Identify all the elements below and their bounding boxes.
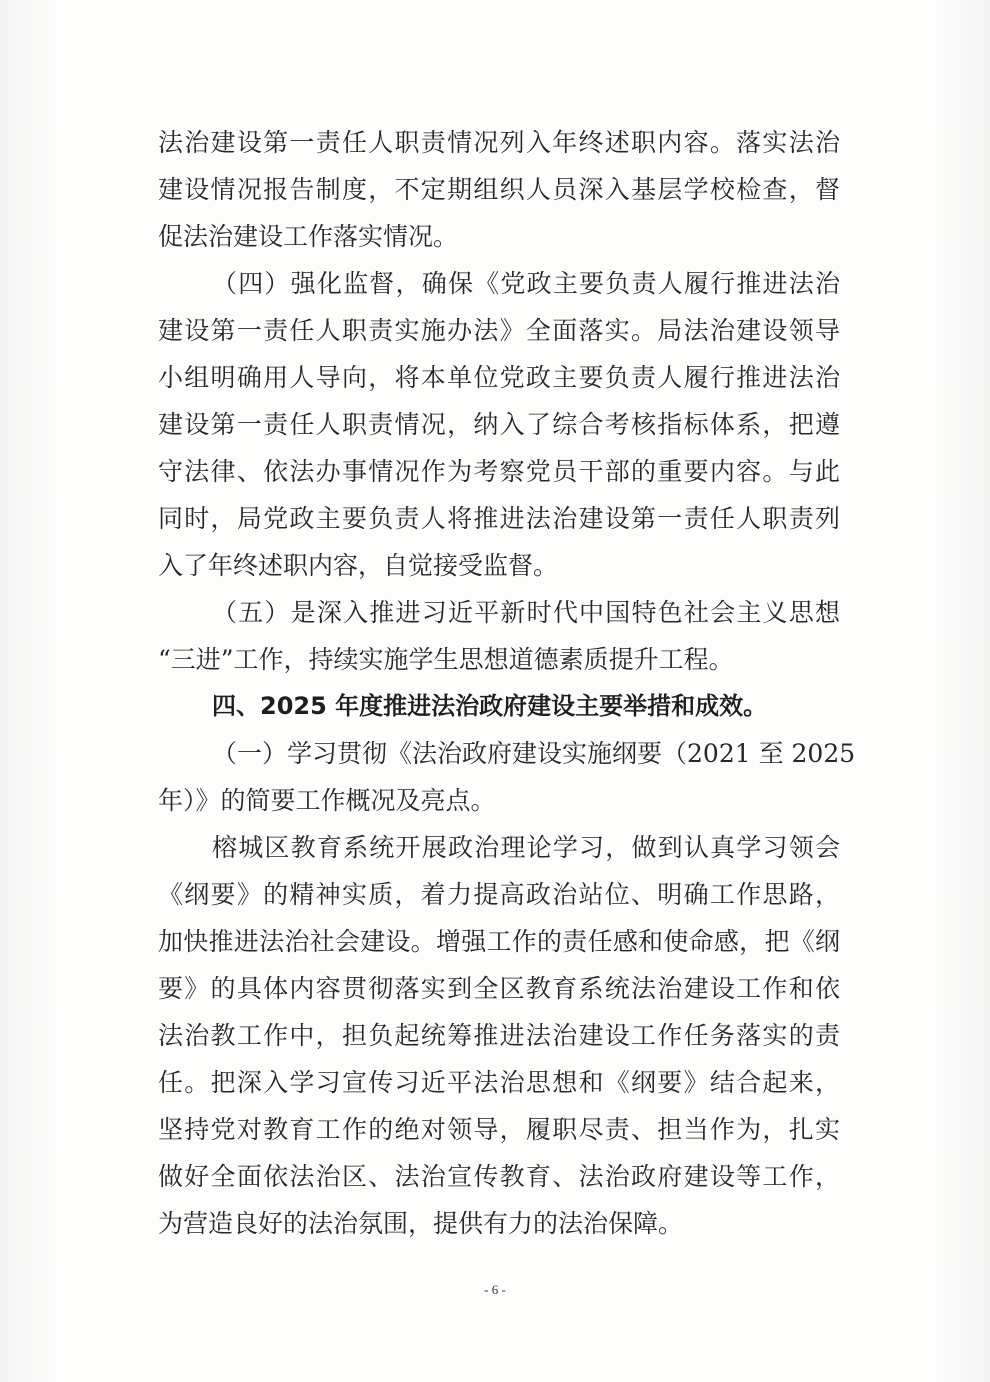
section-heading — [158, 683, 840, 730]
text-line: 《纲要》的精神实质，着力提高政治站位、明确工作思路， — [158, 880, 840, 909]
text-line: 促法治建设工作落实情况。 — [158, 222, 459, 251]
text-line: 入了年终述职内容，自觉接受监督。 — [158, 551, 559, 580]
scan-shadow-left — [0, 0, 60, 1382]
text-line: 小组明确用人导向，将本单位党政主要负责人履行推进法治 — [158, 363, 840, 392]
text-line: 坚持党对教育工作的绝对领导，履职尽责、担当作为，扎实 — [158, 1115, 840, 1144]
text-line: 法治建设第一责任人职责情况列入年终述职内容。落实法治 — [158, 128, 840, 157]
text-line: 法治教工作中，担负起统筹推进法治建设工作任务落实的责 — [158, 1021, 840, 1050]
paragraph-rongcheng-education — [158, 824, 840, 1247]
paragraph-outline-study — [158, 730, 856, 824]
document-body — [158, 119, 856, 1247]
scan-shadow-right — [930, 0, 990, 1382]
text-line: 为营造良好的法治氛围，提供有力的法治保障。 — [158, 1209, 684, 1238]
text-line: 建设第一责任人职责实施办法》全面落实。局法治建设领导 — [158, 316, 840, 345]
paragraph-three-entries — [158, 589, 840, 683]
text-line: （五）是深入推进习近平新时代中国特色社会主义思想 — [212, 598, 840, 627]
text-line: （四）强化监督，确保《党政主要负责人履行推进法治 — [212, 269, 840, 298]
text-line: 要》的具体内容贯彻落实到全区教育系统法治建设工作和依 — [158, 974, 840, 1003]
text-line: 建设情况报告制度，不定期组织人员深入基层学校检查，督 — [158, 175, 840, 204]
paragraph-supervision — [158, 260, 840, 589]
paragraph-continuation — [158, 119, 840, 260]
text-line: “三进”工作，持续实施学生思想道德素质提升工程。 — [158, 645, 734, 674]
text-line: 同时，局党政主要负责人将推进法治建设第一责任人职责列 — [158, 504, 840, 533]
text-line: 加快推进法治社会建设。增强工作的责任感和使命感，把《纲 — [158, 927, 840, 956]
heading-line: 四、2025 年度推进法治政府建设主要举措和成效。 — [212, 692, 768, 720]
text-line: （一）学习贯彻《法治政府建设实施纲要（2021 至 2025 — [212, 739, 856, 768]
text-line: 建设第一责任人职责情况，纳入了综合考核指标体系，把遵 — [158, 410, 840, 439]
text-line: 做好全面依法治区、法治宣传教育、法治政府建设等工作， — [158, 1162, 840, 1191]
text-line: 年）》的简要工作概况及亮点。 — [158, 786, 496, 815]
text-line: 榕城区教育系统开展政治理论学习，做到认真学习领会 — [212, 833, 840, 862]
text-line: 任。把深入学习宣传习近平法治思想和《纲要》结合起来， — [158, 1068, 840, 1097]
page-number: - 6 - — [484, 1282, 506, 1297]
text-line: 守法律、依法办事情况作为考察党员干部的重要内容。与此 — [158, 457, 840, 486]
